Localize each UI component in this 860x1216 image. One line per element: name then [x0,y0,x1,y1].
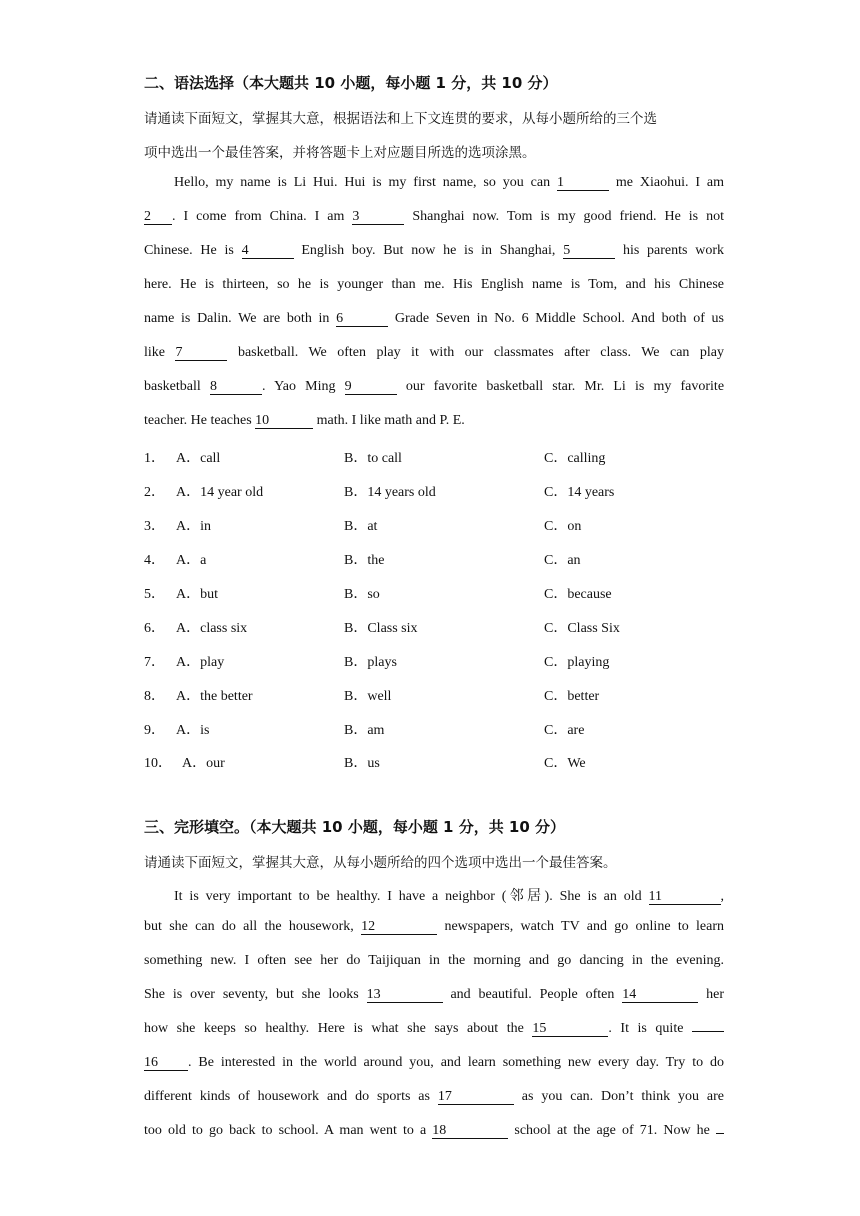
section-2-instruction-line-1: 请通读下面短文，掌握其大意，根据语法和上下文连贯的要求，从每小题所给的三个选 [144,111,657,127]
option-c: C．We [544,756,586,771]
passage-text: It is very important to be healthy. I have a neighbor (邻居). She is an old [174,889,642,904]
blank-11: 11 [649,889,721,905]
question-number: 5． [144,587,165,602]
option-b: B．Class six [344,621,418,636]
option-a: A．a [176,553,207,568]
passage-text: name is Dalin. We are both in [144,311,330,326]
passage-text: his parents work [622,243,725,258]
option-a: A．the better [176,689,253,704]
passage-line [174,175,724,191]
question-number: 6． [144,621,165,636]
blank-3: 3 [352,209,404,225]
passage-text: different kinds of housework and do sports as [144,1089,430,1104]
option-a: A．in [176,519,211,534]
option-b: B．at [344,519,378,534]
question-number: 4． [144,553,165,568]
passage-text: me Xiaohui. I am [615,175,725,190]
option-a: A．our [182,756,225,771]
passage-line [144,987,724,1003]
option-b: B．well [344,689,392,704]
blank-12: 12 [361,919,437,935]
passage-text: but she can do all the housework, [144,919,354,934]
passage-text: . Yao Ming [261,379,336,394]
question-number: 10． [144,756,172,771]
blank-13: 13 [367,987,443,1003]
option-a: A．class six [176,621,248,636]
blank-4: 4 [242,243,294,259]
blank-15: 15 [532,1021,608,1037]
blank-5: 5 [563,243,615,259]
passage-line [144,379,724,395]
section-3-instruction: 请通读下面短文，掌握其大意，从每小题所给的四个选项中选出一个最佳答案。 [144,855,617,871]
blank-2: 2 [144,209,172,225]
option-b: B．plays [344,655,397,670]
blank-16: 16 [144,1055,188,1071]
passage-text: as you can. Don’t think you are [521,1089,725,1104]
option-c: C．Class Six [544,621,620,636]
section-2-instruction-line-2: 项中选出一个最佳答案，并将答题卡上对应题目所选的选项涂黑。 [144,145,536,161]
passage-line [144,1021,724,1037]
blank-8: 8 [210,379,262,395]
passage-text: our favorite basketball star. Mr. Li is my favorite [405,379,725,394]
question-number: 2． [144,485,165,500]
option-b: B．the [344,553,385,568]
option-c: C．14 years [544,485,615,500]
passage-text: . It is quite [608,1021,684,1036]
passage-text: basketball [144,379,201,394]
passage-text: like [144,345,165,360]
option-a: A．play [176,655,225,670]
question-number: 9． [144,723,165,738]
question-number: 8． [144,689,165,704]
passage-text: math. I like math and P. E. [316,413,465,428]
option-c: C．because [544,587,612,602]
option-c: C．an [544,553,581,568]
option-a: A．is [176,723,210,738]
passage-text: . Be interested in the world around you, and learn something new every day. Try to do [188,1055,724,1070]
option-a: A．call [176,451,221,466]
blank-7: 7 [175,345,227,361]
passage-text: and beautiful. People often [450,987,615,1002]
passage-line [144,311,724,327]
passage-text: English boy. But now he is in Shanghai, [301,243,556,258]
passage-text: too old to go back to school. A man went to a [144,1123,427,1138]
passage-text: , [720,889,725,904]
passage-line [144,1089,724,1105]
option-c: C．are [544,723,585,738]
option-a: A．but [176,587,218,602]
passage-line [144,919,724,935]
passage-text: Hello, my name is Li Hui. Hui is my first name, so you can [174,175,551,190]
passage-text: Chinese. He is [144,243,234,258]
blank-6: 6 [336,311,388,327]
blank-16-start [692,1031,724,1032]
passage-text: She is over seventy, but she looks [144,987,359,1002]
blank-17: 17 [438,1089,514,1105]
passage-text: Grade Seven in No. 6 Middle School. And both of us [394,311,725,326]
passage-text: school at the age of 71. Now he [514,1123,710,1138]
option-b: B．to call [344,451,402,466]
option-c: C．playing [544,655,610,670]
passage-line [144,345,724,361]
passage-line [144,209,724,225]
passage-line: something new. I often see her do Taijiquan in the morning and go dancing in the evening. [144,953,724,968]
question-number: 7． [144,655,165,670]
option-b: B．us [344,756,380,771]
blank-9: 9 [345,379,397,395]
passage-line [174,885,724,905]
passage-text: basketball. We often play it with our classmates after class. We can play [237,345,725,360]
option-b: B．am [344,723,385,738]
passage-text: her [706,987,725,1002]
option-c: C．on [544,519,582,534]
question-number: 1． [144,451,165,466]
blank-14: 14 [622,987,698,1003]
passage-text: Shanghai now. Tom is my good friend. He is not [412,209,725,224]
passage-line [144,413,724,429]
option-c: C．better [544,689,600,704]
option-c: C．calling [544,451,606,466]
blank-10: 10 [255,413,313,429]
option-a: A．14 year old [176,485,264,500]
section-2-title: 二、语法选择（本大题共 10 小题，每小题 1 分，共 10 分） [144,74,558,92]
question-number: 3． [144,519,165,534]
section-3-title: 三、完形填空。（本大题共 10 小题，每小题 1 分，共 10 分） [144,818,566,836]
passage-text: how she keeps so healthy. Here is what she says about the [144,1021,524,1036]
passage-text: newspapers, watch TV and go online to learn [444,919,725,934]
passage-text: teacher. He teaches [144,413,252,428]
blank-18: 18 [432,1123,508,1139]
blank-1: 1 [557,175,609,191]
passage-line [144,1055,724,1071]
passage-line: here. He is thirteen, so he is younger than me. His English name is Tom, and his Chinese [144,277,724,292]
option-b: B．14 years old [344,485,436,500]
passage-text: . I come from China. I am [172,209,345,224]
passage-line [144,243,724,259]
blank-19-start [716,1133,724,1134]
passage-line [144,1123,724,1139]
option-b: B．so [344,587,380,602]
